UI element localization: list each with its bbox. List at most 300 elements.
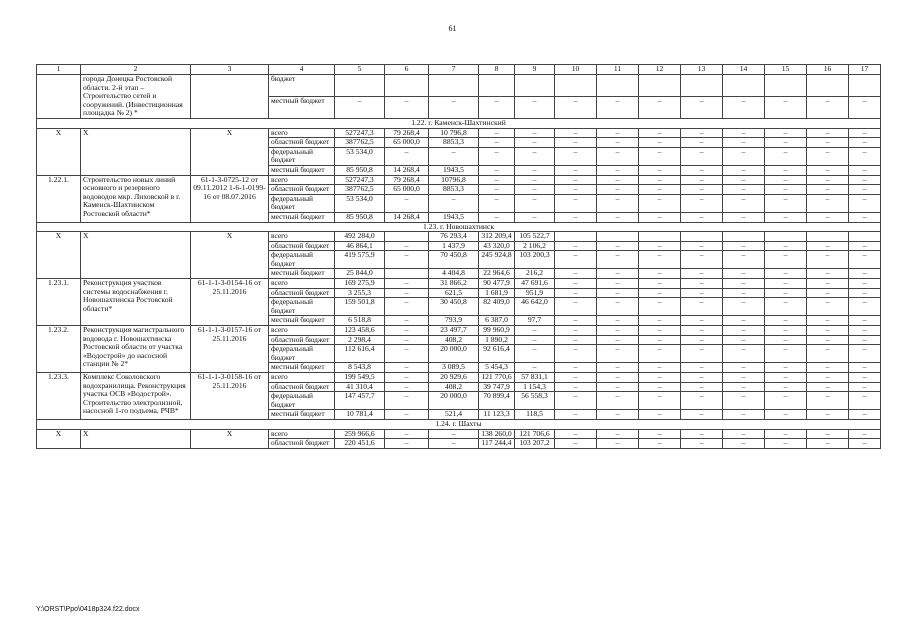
amount-cell: – (515, 194, 555, 212)
amount-cell: – (555, 382, 597, 392)
amount-cell: – (555, 392, 597, 410)
amount-cell: 492 284,0 (335, 232, 385, 242)
amount-cell: – (681, 241, 723, 251)
budget-table (36, 64, 881, 449)
amount-cell: – (807, 96, 849, 118)
amount-cell: – (849, 439, 881, 449)
column-number: 16 (807, 65, 849, 75)
column-number: 8 (479, 65, 515, 75)
funding-source: федеральный бюджет (269, 392, 335, 410)
amount-cell: – (807, 316, 849, 326)
section-caption: 1.22. г. Каменск-Шахтинский (37, 118, 881, 128)
amount-cell: – (597, 175, 639, 185)
amount-cell: – (429, 147, 479, 165)
amount-cell (765, 75, 807, 97)
amount-cell: – (807, 373, 849, 383)
amount-cell: – (681, 288, 723, 298)
amount-cell: – (765, 392, 807, 410)
amount-cell: – (639, 429, 681, 439)
section-caption: 1.23. г. Новошахтинск (37, 222, 881, 232)
amount-cell: – (765, 165, 807, 175)
amount-cell: – (597, 392, 639, 410)
funding-source: местный бюджет (269, 212, 335, 222)
amount-cell: – (639, 147, 681, 165)
amount-cell: – (765, 251, 807, 269)
amount-cell: – (479, 128, 515, 138)
document-reference: X (191, 232, 269, 279)
amount-cell: – (723, 439, 765, 449)
funding-source: бюджет (269, 75, 335, 97)
amount-cell: 57 831,1 (515, 373, 555, 383)
amount-cell: – (597, 410, 639, 420)
amount-cell: – (479, 175, 515, 185)
amount-cell: 245 924,8 (479, 251, 515, 269)
amount-cell: – (765, 147, 807, 165)
amount-cell: – (723, 410, 765, 420)
amount-cell: – (681, 138, 723, 148)
amount-cell: – (765, 288, 807, 298)
amount-cell: – (555, 147, 597, 165)
section-row (37, 419, 881, 429)
amount-cell: – (555, 288, 597, 298)
document-reference: 61-1-1-3-0157-16 от 25.11.2016 (191, 326, 269, 373)
amount-cell: – (555, 251, 597, 269)
amount-cell: – (681, 326, 723, 336)
amount-cell: 85 950,8 (335, 212, 385, 222)
amount-cell: – (849, 279, 881, 289)
funding-source: всего (269, 373, 335, 383)
amount-cell: – (849, 363, 881, 373)
amount-cell: 8853,3 (429, 185, 479, 195)
amount-cell: – (597, 147, 639, 165)
amount-cell: – (849, 96, 881, 118)
amount-cell: 46 864,1 (335, 241, 385, 251)
amount-cell: – (849, 288, 881, 298)
amount-cell: – (385, 147, 429, 165)
amount-cell: – (639, 185, 681, 195)
amount-cell: 121 770,6 (479, 373, 515, 383)
column-number: 17 (849, 65, 881, 75)
amount-cell: – (765, 373, 807, 383)
amount-cell: 138 260,0 (479, 429, 515, 439)
amount-cell: – (555, 316, 597, 326)
amount-cell: 85 950,8 (335, 165, 385, 175)
amount-cell: – (723, 251, 765, 269)
amount-cell: 79 268,4 (385, 175, 429, 185)
amount-cell: – (807, 138, 849, 148)
column-number: 12 (639, 65, 681, 75)
funding-source: всего (269, 175, 335, 185)
amount-cell (723, 75, 765, 97)
amount-cell: – (639, 138, 681, 148)
amount-cell (385, 269, 429, 279)
amount-cell: – (555, 373, 597, 383)
amount-cell: – (385, 439, 429, 449)
amount-cell: – (723, 96, 765, 118)
funding-source: местный бюджет (269, 165, 335, 175)
amount-cell: 20 000,0 (429, 392, 479, 410)
amount-cell: 1 154,3 (515, 382, 555, 392)
amount-cell: 70 450,8 (429, 251, 479, 269)
column-number: 13 (681, 65, 723, 75)
amount-cell: – (639, 439, 681, 449)
amount-cell: – (849, 251, 881, 269)
column-number: 5 (335, 65, 385, 75)
amount-cell: – (807, 175, 849, 185)
amount-cell: – (807, 392, 849, 410)
amount-cell: 22 964,6 (479, 269, 515, 279)
amount-cell: 65 000,0 (385, 138, 429, 148)
project-name: города Донецка Ростовской области. 2-й этап – Строительство сетей и сооружений. (Инвестиционная площадка № 2) * (81, 75, 191, 119)
amount-cell: – (385, 392, 429, 410)
amount-cell: – (555, 335, 597, 345)
amount-cell: 8853,3 (429, 138, 479, 148)
amount-cell: 20 000,0 (429, 345, 479, 363)
amount-cell: – (681, 335, 723, 345)
column-number: 7 (429, 65, 479, 75)
amount-cell: – (849, 410, 881, 420)
document-reference: 61-1-1-3-0154-16 от 25.11.2016 (191, 279, 269, 326)
amount-cell: – (681, 269, 723, 279)
amount-cell: 90 477,9 (479, 279, 515, 289)
item-number: X (37, 429, 81, 448)
project-name: X (81, 232, 191, 279)
amount-cell: – (597, 185, 639, 195)
amount-cell: – (385, 288, 429, 298)
funding-source: местный бюджет (269, 96, 335, 118)
amount-cell (385, 232, 429, 242)
amount-cell: – (555, 326, 597, 336)
amount-cell: – (385, 429, 429, 439)
amount-cell: – (555, 175, 597, 185)
amount-cell: – (681, 96, 723, 118)
amount-cell: 53 534,0 (335, 194, 385, 212)
amount-cell: – (639, 345, 681, 363)
amount-cell: 169 275,9 (335, 279, 385, 289)
amount-cell: – (515, 165, 555, 175)
amount-cell: – (385, 316, 429, 326)
amount-cell: – (555, 128, 597, 138)
amount-cell (765, 232, 807, 242)
amount-cell: 951,9 (515, 288, 555, 298)
amount-cell: – (765, 279, 807, 289)
table-row (37, 326, 881, 336)
amount-cell: 10796,8 (429, 175, 479, 185)
amount-cell: – (807, 194, 849, 212)
item-number: 1.22.1. (37, 175, 81, 222)
amount-cell: – (765, 382, 807, 392)
amount-cell: 123 458,6 (335, 326, 385, 336)
amount-cell: – (555, 194, 597, 212)
amount-cell: – (639, 279, 681, 289)
amount-cell: – (385, 326, 429, 336)
column-number: 3 (191, 65, 269, 75)
amount-cell (807, 75, 849, 97)
amount-cell: – (597, 241, 639, 251)
amount-cell: – (555, 212, 597, 222)
amount-cell: – (555, 439, 597, 449)
amount-cell: 3 255,3 (335, 288, 385, 298)
amount-cell: – (765, 96, 807, 118)
amount-cell: 147 457,7 (335, 392, 385, 410)
amount-cell: – (807, 335, 849, 345)
column-number: 4 (269, 65, 335, 75)
amount-cell: – (639, 382, 681, 392)
amount-cell: 419 575,9 (335, 251, 385, 269)
amount-cell: – (681, 128, 723, 138)
amount-cell: – (597, 194, 639, 212)
amount-cell: 387762,5 (335, 185, 385, 195)
amount-cell: – (681, 373, 723, 383)
amount-cell: – (479, 185, 515, 195)
funding-source: областной бюджет (269, 241, 335, 251)
amount-cell: – (681, 251, 723, 269)
column-number: 15 (765, 65, 807, 75)
amount-cell: – (639, 241, 681, 251)
table-row (37, 429, 881, 439)
amount-cell: – (849, 128, 881, 138)
amount-cell: – (555, 185, 597, 195)
amount-cell: 6 518,8 (335, 316, 385, 326)
amount-cell: – (639, 165, 681, 175)
column-number: 14 (723, 65, 765, 75)
amount-cell: – (597, 128, 639, 138)
amount-cell: – (723, 185, 765, 195)
amount-cell: – (849, 241, 881, 251)
amount-cell: 2 106,2 (515, 241, 555, 251)
amount-cell: 408,2 (429, 382, 479, 392)
amount-cell: 20 929,6 (429, 373, 479, 383)
amount-cell: – (681, 185, 723, 195)
amount-cell: 41 310,4 (335, 382, 385, 392)
amount-cell: 65 000,0 (385, 185, 429, 195)
amount-cell: – (515, 138, 555, 148)
amount-cell: – (597, 345, 639, 363)
amount-cell: – (849, 373, 881, 383)
amount-cell: – (515, 175, 555, 185)
amount-cell: – (807, 382, 849, 392)
amount-cell: 112 616,4 (335, 345, 385, 363)
item-number (37, 75, 81, 119)
amount-cell: – (597, 429, 639, 439)
amount-cell (555, 232, 597, 242)
amount-cell: 14 268,4 (385, 165, 429, 175)
amount-cell: – (597, 212, 639, 222)
amount-cell: – (849, 194, 881, 212)
amount-cell: 11 123,3 (479, 410, 515, 420)
amount-cell (639, 232, 681, 242)
document-reference: 61-1-1-3-0158-16 от 25.11.2016 (191, 373, 269, 420)
amount-cell: – (385, 335, 429, 345)
amount-cell: 103 200,3 (515, 251, 555, 269)
funding-source: областной бюджет (269, 335, 335, 345)
amount-cell: – (597, 373, 639, 383)
amount-cell: 121 706,6 (515, 429, 555, 439)
funding-source: местный бюджет (269, 410, 335, 420)
amount-cell: – (385, 345, 429, 363)
amount-cell: – (385, 279, 429, 289)
amount-cell: – (765, 128, 807, 138)
amount-cell (479, 75, 515, 97)
amount-cell: – (807, 326, 849, 336)
amount-cell: 312 209,4 (479, 232, 515, 242)
amount-cell: – (849, 298, 881, 316)
amount-cell: – (849, 175, 881, 185)
funding-source: федеральный бюджет (269, 298, 335, 316)
amount-cell: – (723, 382, 765, 392)
amount-cell: 25 844,0 (335, 269, 385, 279)
amount-cell: – (849, 326, 881, 336)
amount-cell: 8 543,8 (335, 363, 385, 373)
amount-cell: – (765, 335, 807, 345)
amount-cell (385, 75, 429, 97)
amount-cell: 47 691,6 (515, 279, 555, 289)
item-number: 1.23.1. (37, 279, 81, 326)
amount-cell (555, 75, 597, 97)
funding-source: областной бюджет (269, 185, 335, 195)
funding-source: всего (269, 279, 335, 289)
amount-cell: 1 890,2 (479, 335, 515, 345)
amount-cell: – (807, 128, 849, 138)
amount-cell: – (681, 175, 723, 185)
amount-cell: – (681, 439, 723, 449)
amount-cell: – (849, 212, 881, 222)
amount-cell: – (723, 392, 765, 410)
amount-cell: – (723, 326, 765, 336)
project-name: X (81, 128, 191, 175)
amount-cell: 259 966,6 (335, 429, 385, 439)
amount-cell: – (681, 345, 723, 363)
amount-cell: – (849, 392, 881, 410)
funding-source: местный бюджет (269, 316, 335, 326)
amount-cell: – (723, 165, 765, 175)
page-number: 61 (448, 24, 457, 33)
amount-cell: – (849, 138, 881, 148)
amount-cell: 82 409,0 (479, 298, 515, 316)
amount-cell: – (385, 410, 429, 420)
amount-cell: – (765, 363, 807, 373)
funding-source: всего (269, 232, 335, 242)
amount-cell: – (681, 279, 723, 289)
amount-cell: – (597, 298, 639, 316)
amount-cell: 53 534,0 (335, 147, 385, 165)
amount-cell: 46 642,0 (515, 298, 555, 316)
amount-cell: 117 244,4 (479, 439, 515, 449)
amount-cell: – (555, 429, 597, 439)
item-number: X (37, 128, 81, 175)
column-number: 6 (385, 65, 429, 75)
funding-source: местный бюджет (269, 363, 335, 373)
amount-cell: – (639, 373, 681, 383)
amount-cell: – (385, 241, 429, 251)
amount-cell: 1943,5 (429, 212, 479, 222)
amount-cell: – (807, 241, 849, 251)
funding-source: федеральный бюджет (269, 194, 335, 212)
amount-cell: – (765, 269, 807, 279)
amount-cell: 14 268,4 (385, 212, 429, 222)
amount-cell: – (597, 439, 639, 449)
amount-cell (597, 232, 639, 242)
amount-cell: – (555, 345, 597, 363)
amount-cell (807, 232, 849, 242)
column-number: 10 (555, 65, 597, 75)
amount-cell (849, 232, 881, 242)
amount-cell: – (515, 326, 555, 336)
amount-cell: – (429, 194, 479, 212)
document-reference: X (191, 429, 269, 448)
amount-cell: 216,2 (515, 269, 555, 279)
amount-cell: – (555, 241, 597, 251)
amount-cell: – (639, 128, 681, 138)
item-number: X (37, 232, 81, 279)
amount-cell: – (555, 363, 597, 373)
amount-cell: 92 616,4 (479, 345, 515, 363)
amount-cell: 1 681,9 (479, 288, 515, 298)
amount-cell: – (807, 410, 849, 420)
amount-cell: 1943,5 (429, 165, 479, 175)
amount-cell: 76 293,4 (429, 232, 479, 242)
amount-cell: – (849, 165, 881, 175)
amount-cell: – (765, 298, 807, 316)
amount-cell: – (807, 298, 849, 316)
amount-cell: – (807, 185, 849, 195)
section-caption: 1.24. г. Шахты (37, 419, 881, 429)
amount-cell: – (597, 96, 639, 118)
amount-cell: – (765, 316, 807, 326)
amount-cell: – (849, 185, 881, 195)
amount-cell: – (385, 373, 429, 383)
amount-cell: – (639, 410, 681, 420)
funding-source: федеральный бюджет (269, 345, 335, 363)
column-number: 1 (37, 65, 81, 75)
table-row (37, 279, 881, 289)
document-reference: X (191, 128, 269, 175)
amount-cell: – (723, 138, 765, 148)
amount-cell (681, 232, 723, 242)
amount-cell: – (639, 288, 681, 298)
amount-cell: – (681, 363, 723, 373)
amount-cell: – (765, 429, 807, 439)
amount-cell: – (335, 96, 385, 118)
amount-cell: – (515, 96, 555, 118)
amount-cell: – (807, 439, 849, 449)
column-number: 11 (597, 65, 639, 75)
amount-cell: – (723, 241, 765, 251)
amount-cell: – (639, 363, 681, 373)
amount-cell: – (515, 185, 555, 195)
amount-cell: 118,5 (515, 410, 555, 420)
amount-cell: – (385, 298, 429, 316)
project-name: X (81, 429, 191, 448)
amount-cell: – (681, 212, 723, 222)
amount-cell: – (597, 279, 639, 289)
amount-cell: – (385, 382, 429, 392)
amount-cell: – (849, 316, 881, 326)
amount-cell: – (515, 345, 555, 363)
amount-cell: – (723, 279, 765, 289)
amount-cell: – (765, 439, 807, 449)
amount-cell: – (807, 165, 849, 175)
amount-cell: 527247,3 (335, 175, 385, 185)
amount-cell: – (681, 298, 723, 316)
amount-cell: – (765, 138, 807, 148)
project-name: Реконструкция участков системы водоснабжения г. Новошахтинска Ростовской области* (81, 279, 191, 326)
amount-cell: – (723, 335, 765, 345)
amount-cell: – (479, 147, 515, 165)
amount-cell: – (555, 269, 597, 279)
amount-cell: – (515, 363, 555, 373)
item-number: 1.23.2. (37, 326, 81, 373)
